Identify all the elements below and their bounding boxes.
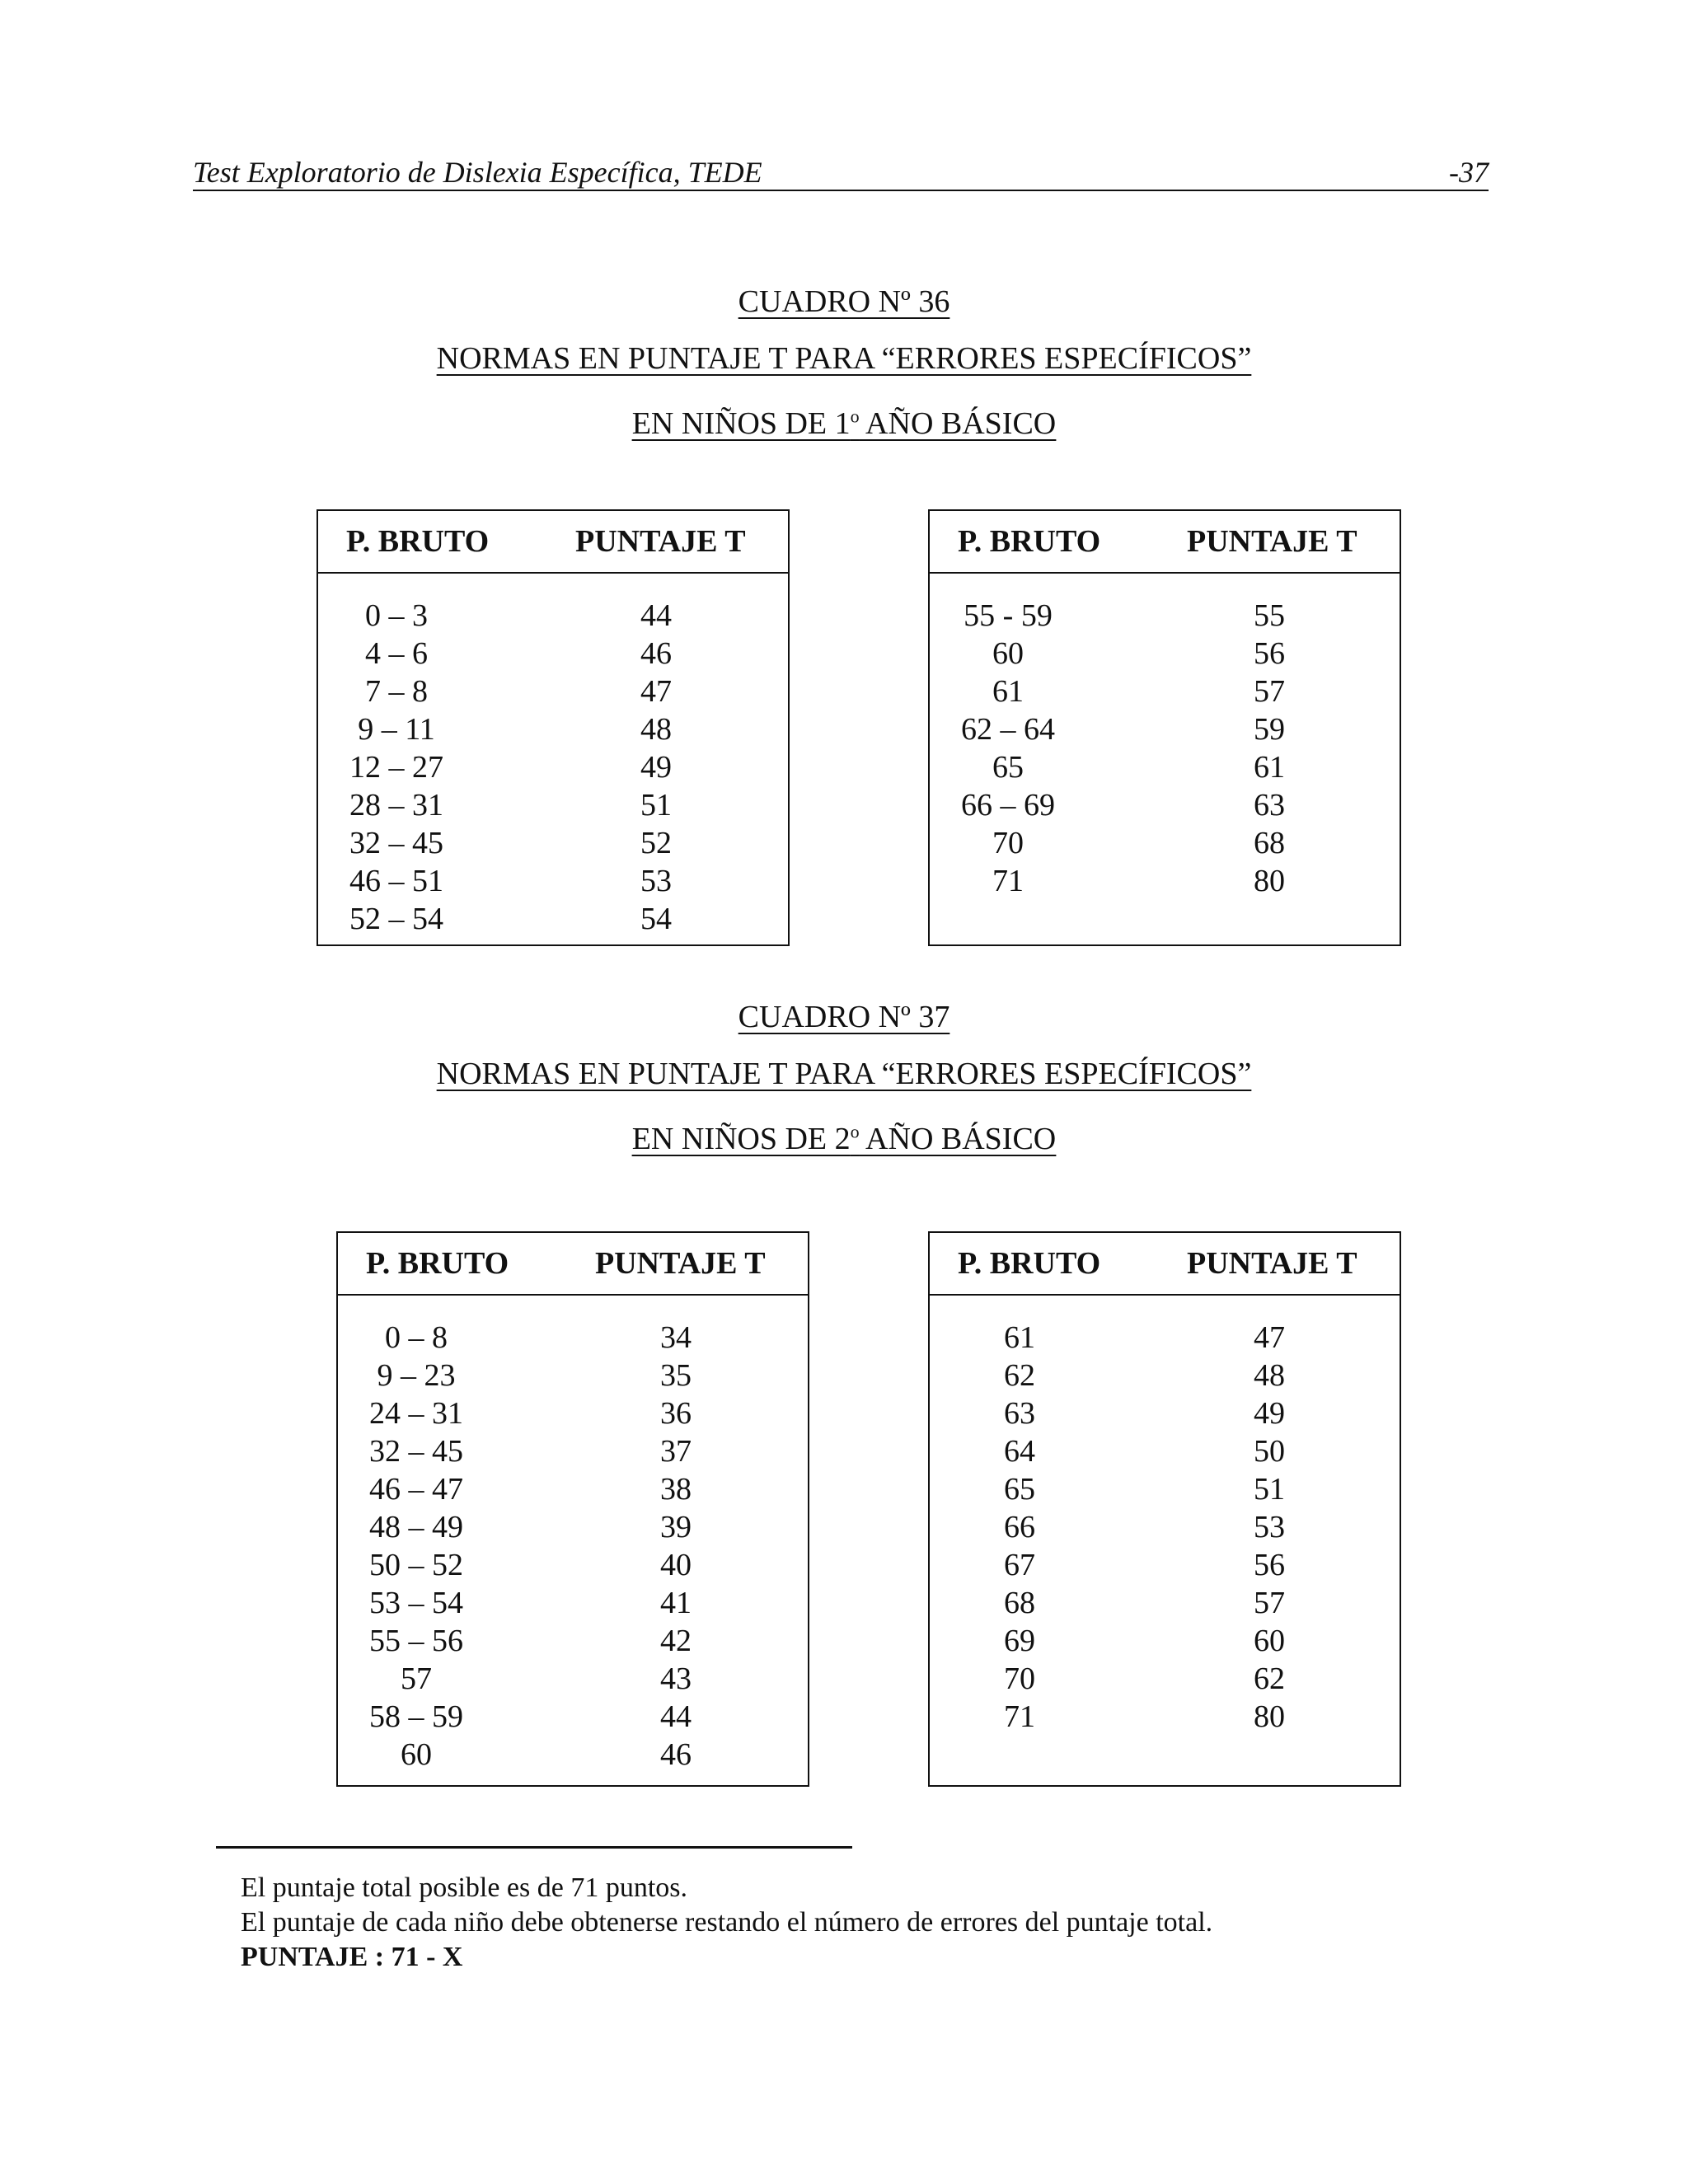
p-bruto-cell: 61 xyxy=(992,674,1024,709)
cuadro-36-table-left xyxy=(316,509,790,946)
footnotes xyxy=(241,1871,1212,1975)
table-header xyxy=(338,1233,808,1296)
puntaje-t-cell: 43 xyxy=(660,1661,692,1696)
cuadro-37-title xyxy=(0,989,1688,1160)
table-row xyxy=(930,1584,1400,1622)
puntaje-t-cell: 39 xyxy=(660,1510,692,1544)
p-bruto-cell: 60 xyxy=(401,1737,432,1772)
puntaje-t-cell: 57 xyxy=(1254,1586,1285,1620)
table-row xyxy=(930,862,1400,900)
table-row xyxy=(318,748,788,786)
p-bruto-cell: 50 – 52 xyxy=(369,1548,463,1582)
p-bruto-cell: 65 xyxy=(992,750,1024,785)
p-bruto-cell: 68 xyxy=(1004,1586,1035,1620)
p-bruto-cell: 0 – 8 xyxy=(385,1320,448,1355)
table-row xyxy=(930,1698,1400,1736)
p-bruto-cell: 70 xyxy=(992,826,1024,860)
table-row xyxy=(930,635,1400,673)
table-header xyxy=(930,1233,1400,1296)
p-bruto-cell: 57 xyxy=(401,1661,432,1696)
column-header-puntaje: PUNTAJE T xyxy=(595,1246,766,1281)
table-row xyxy=(338,1584,808,1622)
table-row xyxy=(930,786,1400,824)
puntaje-t-cell: 49 xyxy=(640,750,672,785)
cuadro-36-table-right xyxy=(928,509,1401,946)
puntaje-t-cell: 62 xyxy=(1254,1661,1285,1696)
table-row xyxy=(338,1622,808,1660)
puntaje-t-cell: 35 xyxy=(660,1358,692,1393)
page-number: -37 xyxy=(1449,156,1489,189)
table-row xyxy=(318,710,788,748)
cuadro-37-heading: CUADRO Nº 37 xyxy=(738,1000,950,1034)
puntaje-t-cell: 80 xyxy=(1254,1699,1285,1734)
cuadro-37-table-right xyxy=(928,1231,1401,1787)
table-row xyxy=(930,824,1400,862)
puntaje-t-cell: 41 xyxy=(660,1586,692,1620)
puntaje-t-cell: 51 xyxy=(640,788,672,823)
table-row xyxy=(930,1622,1400,1660)
puntaje-t-cell: 47 xyxy=(640,674,672,709)
puntaje-t-cell: 63 xyxy=(1254,788,1285,823)
p-bruto-cell: 12 – 27 xyxy=(349,750,443,785)
p-bruto-cell: 46 – 47 xyxy=(369,1472,463,1507)
column-header-bruto: P. BRUTO xyxy=(958,524,1101,559)
table-row xyxy=(318,673,788,710)
cuadro-37-subtitle: NORMAS EN PUNTAJE T PARA “ERRORES ESPECÍFICOS” xyxy=(436,1057,1252,1091)
table-row xyxy=(930,1394,1400,1432)
table-row xyxy=(930,748,1400,786)
cuadro-36-title xyxy=(0,274,1688,444)
puntaje-t-cell: 80 xyxy=(1254,864,1285,898)
p-bruto-cell: 53 – 54 xyxy=(369,1586,463,1620)
p-bruto-cell: 55 - 59 xyxy=(964,598,1053,633)
p-bruto-cell: 71 xyxy=(1004,1699,1035,1734)
p-bruto-cell: 58 – 59 xyxy=(369,1699,463,1734)
p-bruto-cell: 46 – 51 xyxy=(349,864,443,898)
p-bruto-cell: 9 – 11 xyxy=(358,712,435,747)
puntaje-t-cell: 34 xyxy=(660,1320,692,1355)
p-bruto-cell: 66 – 69 xyxy=(961,788,1055,823)
footnote-instruction: El puntaje de cada niño debe obtenerse restando el número de errores del puntaje total. xyxy=(241,1907,1213,1938)
p-bruto-cell: 32 – 45 xyxy=(369,1434,463,1469)
table-row xyxy=(318,635,788,673)
table-row xyxy=(318,597,788,635)
puntaje-t-cell: 55 xyxy=(1254,598,1285,633)
cuadro-37-table-left xyxy=(336,1231,809,1787)
p-bruto-cell: 24 – 31 xyxy=(369,1396,463,1431)
puntaje-t-cell: 50 xyxy=(1254,1434,1285,1469)
puntaje-t-cell: 47 xyxy=(1254,1320,1285,1355)
puntaje-t-cell: 46 xyxy=(640,636,672,671)
table-body xyxy=(930,574,1400,900)
puntaje-t-cell: 36 xyxy=(660,1396,692,1431)
puntaje-t-cell: 68 xyxy=(1254,826,1285,860)
column-header-bruto: P. BRUTO xyxy=(366,1246,509,1281)
table-row xyxy=(338,1319,808,1357)
puntaje-t-cell: 44 xyxy=(660,1699,692,1734)
puntaje-t-cell: 52 xyxy=(640,826,672,860)
table-row xyxy=(338,1546,808,1584)
table-row xyxy=(338,1698,808,1736)
puntaje-t-cell: 49 xyxy=(1254,1396,1285,1431)
puntaje-t-cell: 44 xyxy=(640,598,672,633)
table-row xyxy=(930,1319,1400,1357)
p-bruto-cell: 71 xyxy=(992,864,1024,898)
running-header-title: Test Exploratorio de Dislexia Específica, TEDE xyxy=(193,156,762,189)
column-header-puntaje: PUNTAJE T xyxy=(1187,1246,1357,1281)
p-bruto-cell: 9 – 23 xyxy=(377,1358,456,1393)
running-header xyxy=(193,155,1489,191)
p-bruto-cell: 60 xyxy=(992,636,1024,671)
p-bruto-cell: 61 xyxy=(1004,1320,1035,1355)
puntaje-t-cell: 59 xyxy=(1254,712,1285,747)
column-header-bruto: P. BRUTO xyxy=(346,524,490,559)
table-row xyxy=(338,1508,808,1546)
table-row xyxy=(338,1394,808,1432)
table-row xyxy=(318,900,788,938)
table-header xyxy=(930,511,1400,574)
table-row xyxy=(318,862,788,900)
cuadro-36-subtitle: NORMAS EN PUNTAJE T PARA “ERRORES ESPECÍFICOS” xyxy=(436,341,1252,376)
table-row xyxy=(338,1470,808,1508)
table-row xyxy=(930,1660,1400,1698)
p-bruto-cell: 66 xyxy=(1004,1510,1035,1544)
table-row xyxy=(338,1357,808,1394)
column-header-puntaje: PUNTAJE T xyxy=(1187,524,1357,559)
footnote-formula: PUNTAJE : 71 - X xyxy=(241,1942,463,1972)
table-row xyxy=(930,1357,1400,1394)
p-bruto-cell: 0 – 3 xyxy=(365,598,428,633)
table-row xyxy=(318,786,788,824)
puntaje-t-cell: 48 xyxy=(640,712,672,747)
table-row xyxy=(930,673,1400,710)
column-header-puntaje: PUNTAJE T xyxy=(575,524,746,559)
puntaje-t-cell: 56 xyxy=(1254,1548,1285,1582)
cuadro-36-grade: EN NIÑOS DE 1$^o$ AÑO BÁSICO xyxy=(631,405,1057,441)
table-row xyxy=(930,1432,1400,1470)
puntaje-t-cell: 42 xyxy=(660,1624,692,1658)
p-bruto-cell: 32 – 45 xyxy=(349,826,443,860)
table-row xyxy=(338,1660,808,1698)
footnote-total: El puntaje total posible es de 71 puntos. xyxy=(241,1872,688,1903)
puntaje-t-cell: 54 xyxy=(640,902,672,936)
p-bruto-cell: 62 xyxy=(1004,1358,1035,1393)
table-body xyxy=(338,1296,808,1774)
table-body xyxy=(318,574,788,938)
puntaje-t-cell: 46 xyxy=(660,1737,692,1772)
table-row xyxy=(338,1736,808,1774)
p-bruto-cell: 28 – 31 xyxy=(349,788,443,823)
p-bruto-cell: 48 – 49 xyxy=(369,1510,463,1544)
table-row xyxy=(930,1508,1400,1546)
puntaje-t-cell: 37 xyxy=(660,1434,692,1469)
table-row xyxy=(930,1546,1400,1584)
puntaje-t-cell: 60 xyxy=(1254,1624,1285,1658)
p-bruto-cell: 62 – 64 xyxy=(961,712,1055,747)
puntaje-t-cell: 48 xyxy=(1254,1358,1285,1393)
table-header xyxy=(318,511,788,574)
column-header-bruto: P. BRUTO xyxy=(958,1246,1101,1281)
puntaje-t-cell: 51 xyxy=(1254,1472,1285,1507)
cuadro-36-heading: CUADRO Nº 36 xyxy=(738,284,950,319)
puntaje-t-cell: 53 xyxy=(640,864,672,898)
table-row xyxy=(318,824,788,862)
p-bruto-cell: 55 – 56 xyxy=(369,1624,463,1658)
table-row xyxy=(930,1470,1400,1508)
p-bruto-cell: 70 xyxy=(1004,1661,1035,1696)
p-bruto-cell: 65 xyxy=(1004,1472,1035,1507)
p-bruto-cell: 52 – 54 xyxy=(349,902,443,936)
table-row xyxy=(338,1432,808,1470)
puntaje-t-cell: 61 xyxy=(1254,750,1285,785)
p-bruto-cell: 67 xyxy=(1004,1548,1035,1582)
puntaje-t-cell: 57 xyxy=(1254,674,1285,709)
footnote-rule xyxy=(216,1846,852,1849)
puntaje-t-cell: 56 xyxy=(1254,636,1285,671)
cuadro-37-grade: EN NIÑOS DE 2$^o$ AÑO BÁSICO xyxy=(631,1121,1057,1156)
p-bruto-cell: 7 – 8 xyxy=(365,674,428,709)
p-bruto-cell: 4 – 6 xyxy=(365,636,428,671)
p-bruto-cell: 64 xyxy=(1004,1434,1035,1469)
puntaje-t-cell: 38 xyxy=(660,1472,692,1507)
puntaje-t-cell: 53 xyxy=(1254,1510,1285,1544)
table-body xyxy=(930,1296,1400,1736)
puntaje-t-cell: 40 xyxy=(660,1548,692,1582)
table-row xyxy=(930,710,1400,748)
table-row xyxy=(930,597,1400,635)
p-bruto-cell: 63 xyxy=(1004,1396,1035,1431)
p-bruto-cell: 69 xyxy=(1004,1624,1035,1658)
